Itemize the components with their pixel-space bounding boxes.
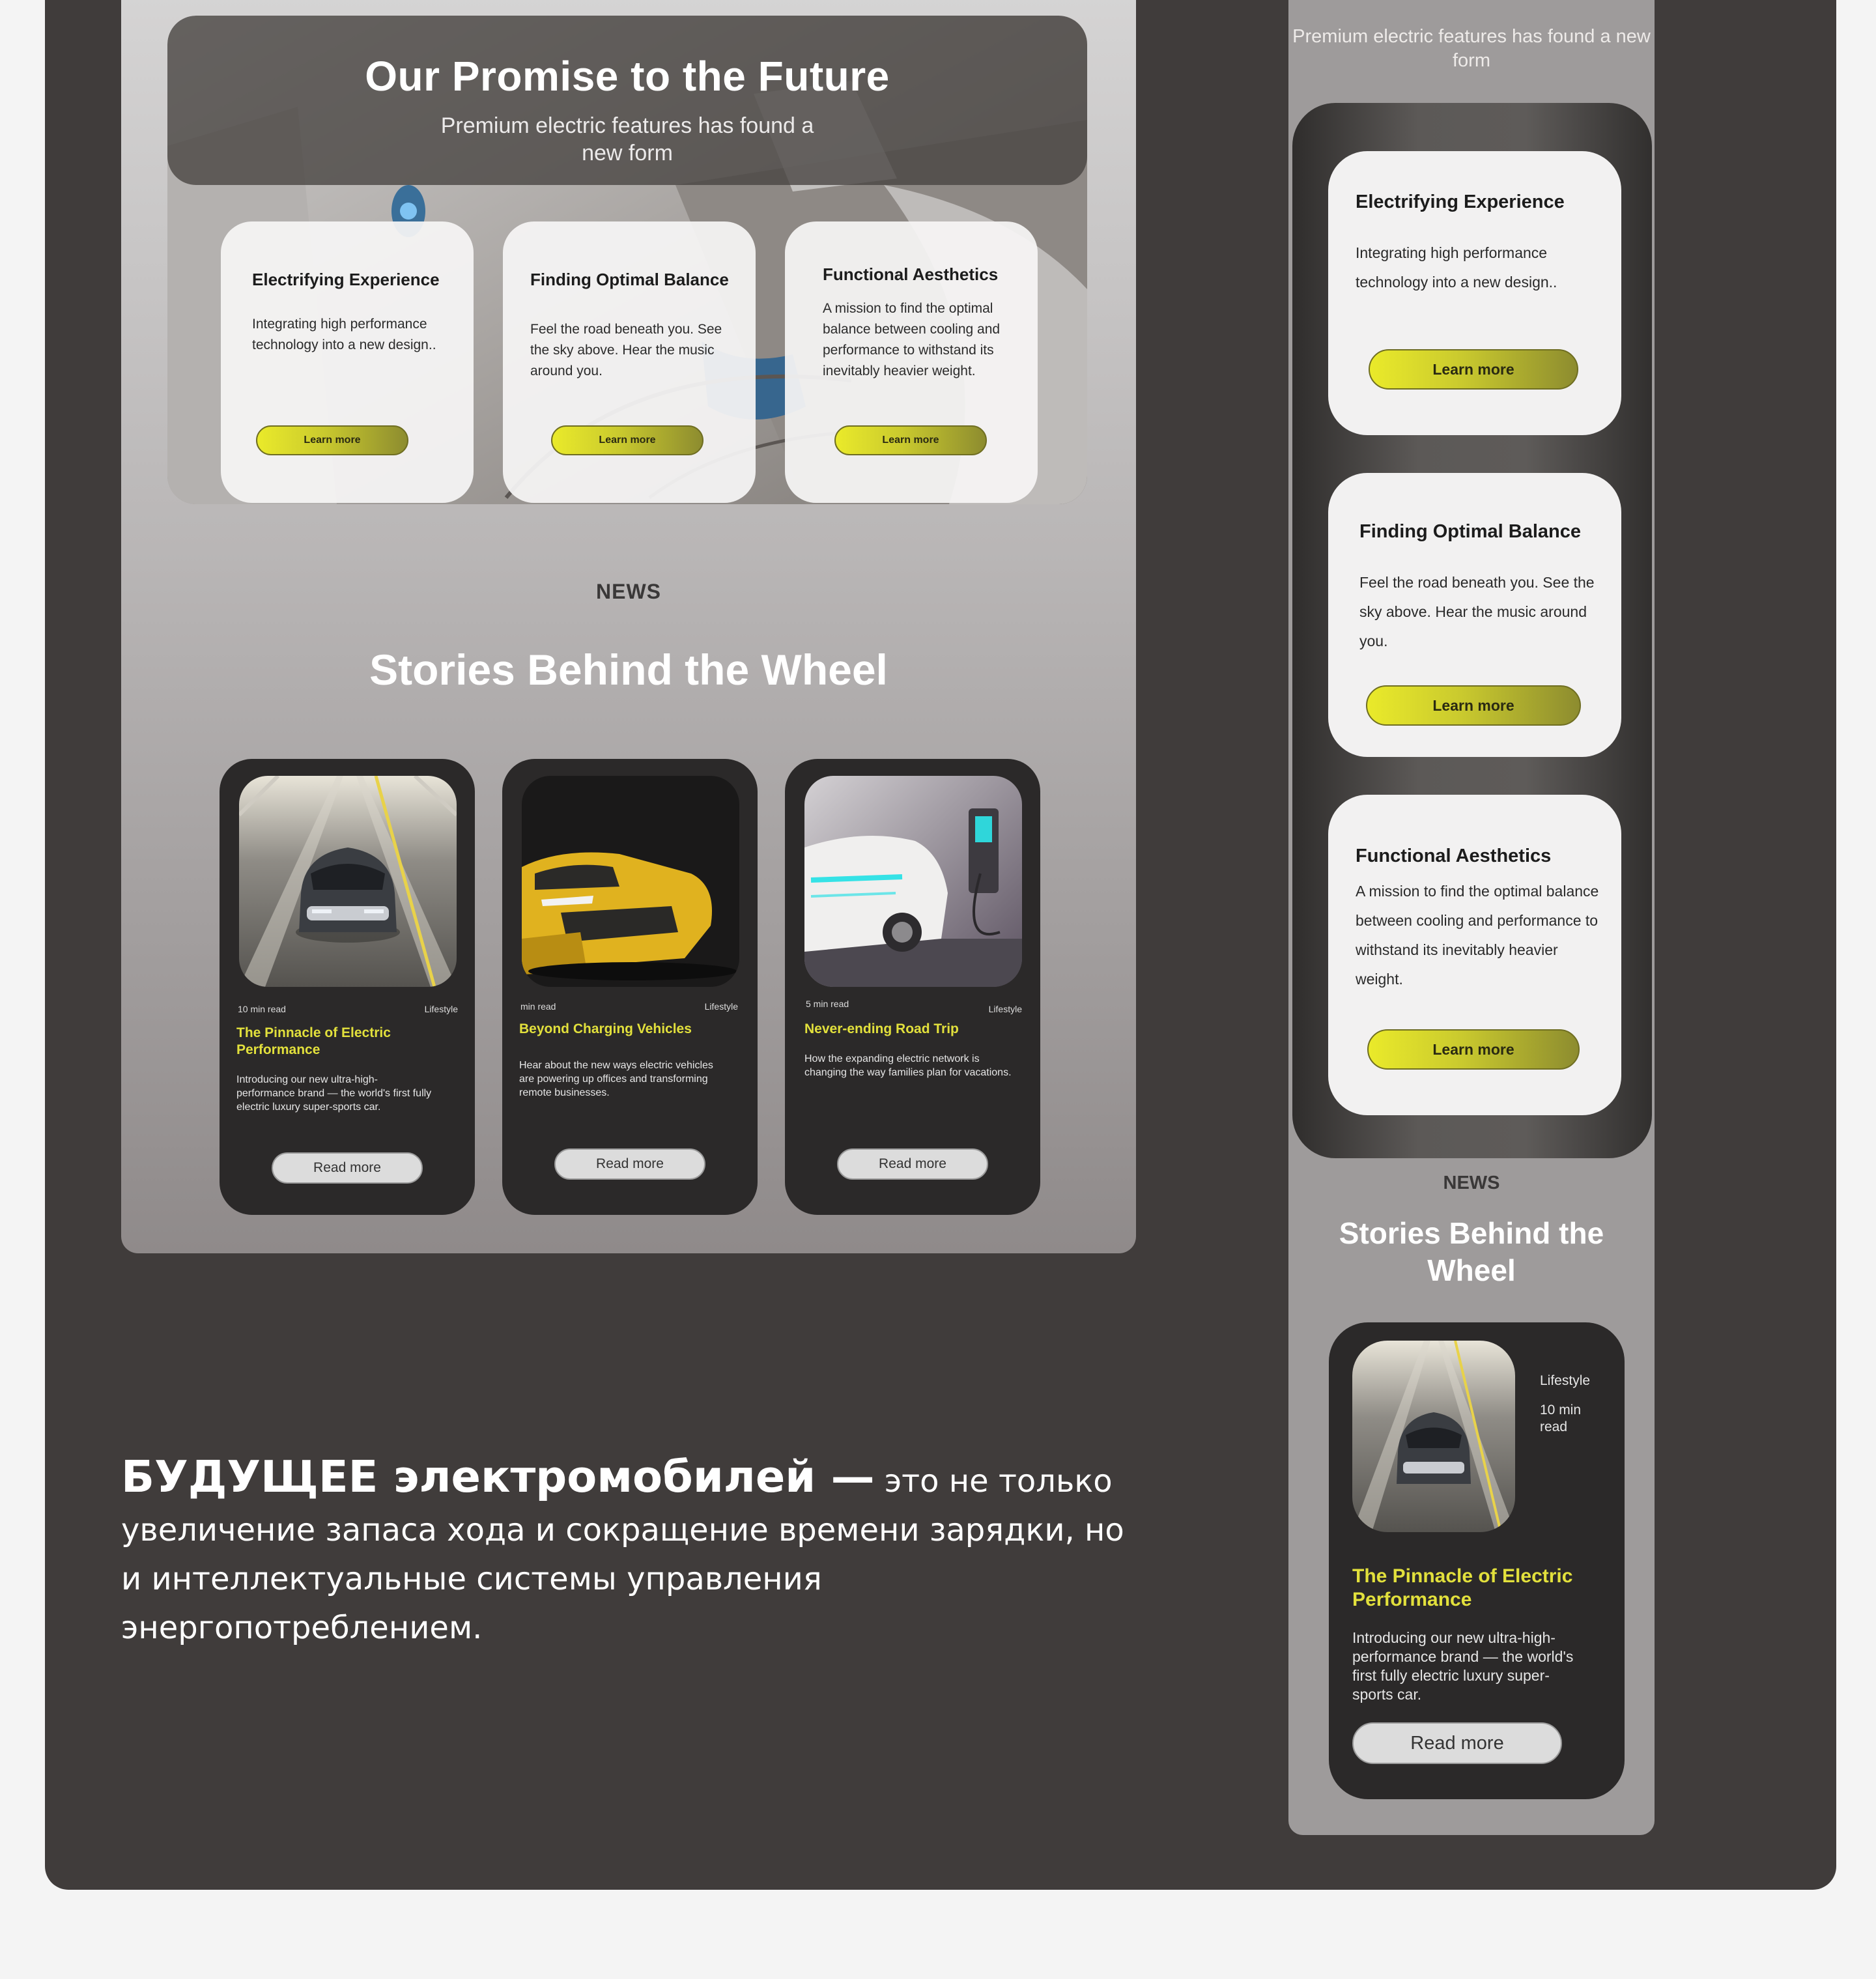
- news-card-title[interactable]: The Pinnacle of Electric Performance: [236, 1025, 391, 1057]
- mobile-feature-card-aesthetics: [1328, 795, 1621, 1115]
- mobile-feature-card-balance: [1328, 473, 1621, 757]
- feature-text: Feel the road beneath you. See the sky above. Hear the music around you.: [1359, 574, 1595, 649]
- news-card-text: Introducing our new ultra-high-performance brand — the world's first fully electric luxury super-sports car.: [236, 1074, 432, 1113]
- feature-card-aesthetics: [785, 221, 1038, 503]
- feature-title: Functional Aesthetics: [1356, 846, 1552, 866]
- mobile-feature-card-electrifying: [1328, 151, 1621, 435]
- yellow-suv-image: [522, 776, 739, 987]
- read-time: 10 min read: [238, 1004, 286, 1014]
- category-tag: Lifestyle: [424, 1004, 458, 1014]
- feature-title: Functional Aesthetics: [823, 264, 999, 284]
- statement-bold: БУДУЩЕЕ электромобилей —: [121, 1451, 875, 1502]
- learn-more-button[interactable]: Learn more: [551, 425, 704, 455]
- category-tag: Lifestyle: [1540, 1373, 1591, 1388]
- mobile-subtitle: Premium electric features has found a new form: [1292, 26, 1651, 71]
- mobile-features-panel: [1292, 103, 1652, 1158]
- read-more-button[interactable]: Read more: [1352, 1722, 1562, 1764]
- read-time: min read: [520, 1001, 556, 1012]
- news-card-roadtrip: [785, 759, 1040, 1215]
- statement-rest: это не только увеличение запаса хода и сокращение времени зарядки, но и интеллектуальные системы управления энергопотреблением.: [121, 1463, 1124, 1646]
- mobile-news-card: [1329, 1322, 1625, 1799]
- feature-text: Integrating high performance technology into a new design..: [1356, 244, 1557, 291]
- hero-title: Our Promise to the Future: [365, 53, 890, 100]
- learn-more-button[interactable]: Learn more: [1369, 349, 1578, 390]
- road-car-image: [1352, 1341, 1515, 1532]
- mobile-news-title: Stories Behind the Wheel: [1339, 1216, 1604, 1287]
- news-card-title[interactable]: The Pinnacle of Electric Performance: [1352, 1565, 1573, 1610]
- news-card-text: How the expanding electric network is changing the way families plan for vacations.: [804, 1053, 1012, 1078]
- read-more-button[interactable]: Read more: [272, 1152, 423, 1184]
- mobile-layout: [1288, 0, 1655, 1835]
- feature-title: Electrifying Experience: [1356, 192, 1565, 212]
- category-tag: Lifestyle: [704, 1001, 738, 1012]
- feature-text: A mission to find the optimal balance between cooling and performance to withstand its inevitably heavier weight.: [1356, 883, 1599, 988]
- feature-title: Finding Optimal Balance: [530, 270, 729, 289]
- feature-card-electrifying: [221, 221, 474, 503]
- mobile-news-label: NEWS: [1443, 1173, 1500, 1193]
- news-card-text: Hear about the new ways electric vehicles are powering up offices and transforming remote businesses.: [519, 1060, 713, 1098]
- news-card-charging: [502, 759, 758, 1215]
- hero-subtitle: Premium electric features has found a new form: [440, 113, 814, 165]
- learn-more-button[interactable]: Learn more: [1367, 1029, 1580, 1070]
- feature-text: Integrating high performance technology into a new design..: [252, 317, 436, 352]
- hero-section: [167, 16, 1087, 504]
- learn-more-button[interactable]: Learn more: [256, 425, 408, 455]
- read-more-button[interactable]: Read more: [554, 1148, 705, 1180]
- news-label: NEWS: [596, 580, 661, 603]
- learn-more-button[interactable]: Learn more: [1366, 685, 1581, 726]
- news-title: Stories Behind the Wheel: [369, 646, 888, 694]
- feature-text: A mission to find the optimal balance between cooling and performance to withstand its inevitably heavier weight.: [823, 301, 1001, 378]
- charging-car-image: [804, 776, 1022, 987]
- news-card-title[interactable]: Never-ending Road Trip: [804, 1021, 959, 1036]
- news-card-title[interactable]: Beyond Charging Vehicles: [519, 1021, 692, 1036]
- hero-header: [167, 16, 1087, 185]
- feature-title: Finding Optimal Balance: [1359, 521, 1581, 542]
- learn-more-button[interactable]: Learn more: [834, 425, 987, 455]
- feature-title: Electrifying Experience: [252, 270, 440, 289]
- news-card-text: Introducing our new ultra-high-performance brand — the world's first fully electric luxury super-sports car.: [1352, 1629, 1574, 1703]
- feature-text: Feel the road beneath you. See the sky above. Hear the music around you.: [530, 322, 722, 378]
- read-time: 5 min read: [806, 999, 849, 1009]
- category-tag: Lifestyle: [988, 1004, 1022, 1014]
- news-card-pinnacle: [220, 759, 475, 1215]
- statement-paragraph: [121, 1453, 1137, 1653]
- feature-card-balance: [503, 221, 756, 503]
- desktop-layout: [121, 0, 1136, 1253]
- artboard: [45, 0, 1836, 1890]
- read-time: 10 min read: [1540, 1402, 1582, 1434]
- read-more-button[interactable]: Read more: [837, 1148, 988, 1180]
- road-car-image: [239, 776, 457, 987]
